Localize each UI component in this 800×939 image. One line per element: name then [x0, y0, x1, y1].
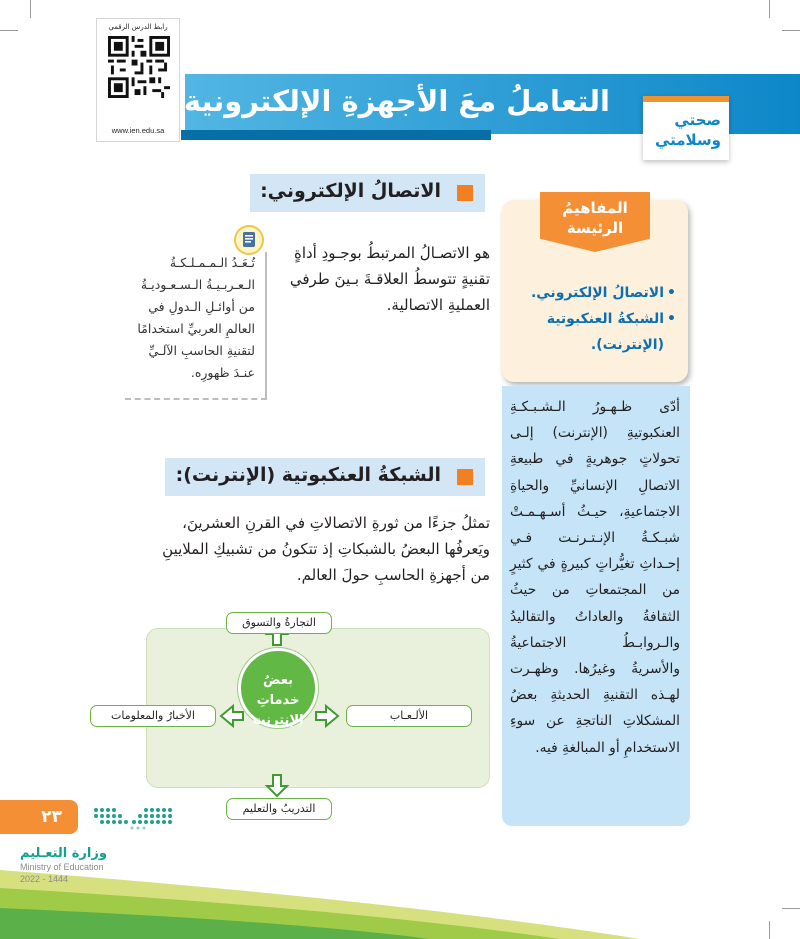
- edition-year: 2022 - 1444: [20, 874, 69, 884]
- section1-paragraph: هو الاتصـالُ المرتبطُ بوجـودِ أداةٍ تقنيةٍ تتوسطُ العلاقـةَ بـينَ طرفي العمليةِ الاتصالية.: [289, 244, 490, 314]
- arrow-left-icon: [221, 706, 243, 726]
- arrow-right-icon: [316, 706, 338, 726]
- heading-text: الشبكةُ العنكبوتية (الإنترنت):: [175, 464, 441, 486]
- diagram-node-left: الأخبارُ والمعلومات: [90, 705, 216, 727]
- qr-code-panel[interactable]: [96, 18, 180, 142]
- key-concepts-list: [506, 280, 676, 358]
- list-item: • الاتصالُ الإلكتروني.: [506, 280, 676, 306]
- info-sidebar: [502, 386, 690, 826]
- section-tab-label: صحتي وسلامتي: [654, 111, 721, 149]
- heading-internet: [165, 458, 485, 496]
- diagram-center-label: بعضُ خدماتِ الإنترنت: [252, 673, 304, 728]
- arrow-down-icon: [267, 775, 287, 796]
- qr-label: رابط الدرس الرقمي: [108, 23, 168, 31]
- diagram-center-node: [238, 648, 318, 728]
- heading-text: الاتصالُ الإلكتروني:: [260, 180, 441, 202]
- section-tab: [643, 96, 729, 160]
- side-note-text: تُـعَـدُ الـمـمـلـكـةُ الـعـربـيـةُ الـسـعـوديـةُ من أوائـلِ الـدولِ في العالمِ العربيِّ استخدامًا لتقنيةِ الحاسبِ الآلـيِّ عنـدَ ظهورِه.: [137, 255, 255, 380]
- side-note: [125, 252, 267, 400]
- diagram-node-right: الألـعـاب: [346, 705, 472, 727]
- qr-url[interactable]: www.ien.edu.sa: [111, 126, 165, 135]
- key-concepts-title: المفاهيمُ الرئيسة: [562, 199, 628, 237]
- title-banner-shadow: [181, 130, 491, 140]
- section2-paragraph: تمثلُ جزءًا من ثورةِ الاتصالاتِ في القرنِ العشرينَ، ويَعرفُها البعضُ بالشبكاتِ إذ تتكونُ من تشبيكِ الملايينِ من أجهزةِ الحاسبِ حولَ العالم.: [162, 514, 490, 584]
- list-item: • الشبكةُ العنكبوتية (الإنترنت).: [506, 306, 676, 358]
- diagram-node-bottom: التدريبُ والتعليم: [226, 798, 332, 820]
- heading-bullet-icon: [457, 469, 473, 485]
- ministry-dots-logo: [92, 806, 184, 834]
- page-number: ٢٣: [0, 800, 78, 834]
- heading-electronic-communication: [250, 174, 485, 212]
- heading-bullet-icon: [457, 185, 473, 201]
- info-sidebar-text: أدّى ظـهـورُ الـشـبـكـةِ العنكبوتيةِ (الإنترنت) إلـى تحولاتٍ جوهريةٍ في طبيعةِ الاتصالِ الإنسانيِّ والحياةِ الاجتماعيةِ، حيـثُ أسـهـمـتْ شبـكـةُ الإنـتـرنـت فـي إحـداثِ تغيُّراتٍ كبيرةٍ في كثيرٍ من المجتمعاتِ من حيثُ الثقافةُ والعاداتُ والتقاليدُ والـروابـطُ الاجتماعيةُ والأسريةُ وغيرُها. وظهـرت لهـذه التقنيةِ الحديثةِ بعضُ المشكلاتِ الناتجةِ عن سوءِ الاستخدامِ أو المبالغةِ فيه.: [510, 399, 680, 756]
- page-title: التعاملُ معَ الأجهزةِ الإلكترونية: [183, 84, 610, 118]
- ministry-name-english: Ministry of Education: [20, 862, 104, 872]
- footer-swoosh: [0, 850, 800, 939]
- ministry-name: وزارة التعـليم: [20, 846, 107, 861]
- notepad-icon: [234, 225, 264, 255]
- diagram-node-top: التجارةُ والتسوق: [226, 612, 332, 634]
